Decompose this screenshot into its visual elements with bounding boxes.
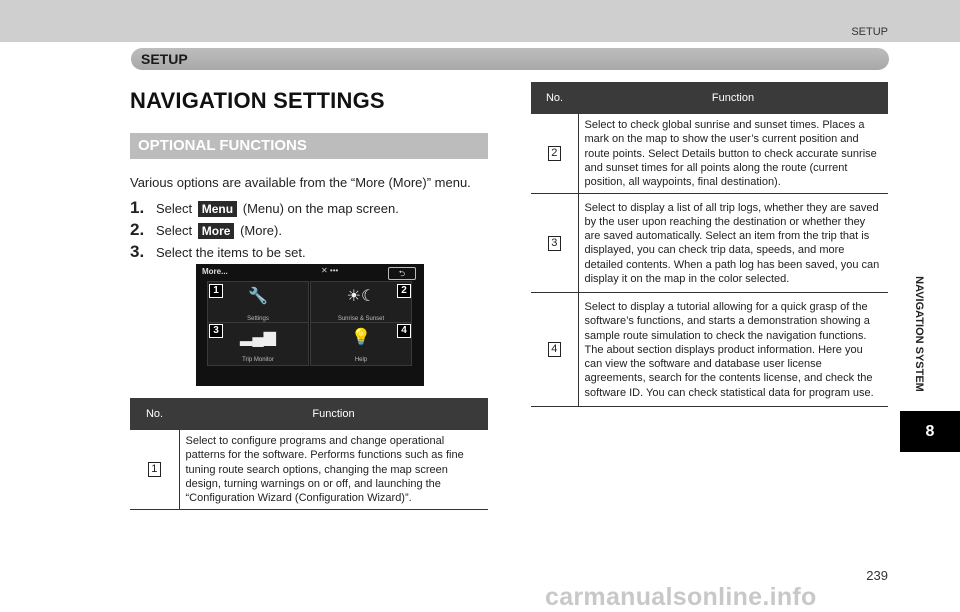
subsection-title: OPTIONAL FUNCTIONS xyxy=(138,137,307,154)
function-text: Select to display a list of all trip logs, whether they are saved by the user upon reaching the destination or whether they are saved automatically. Select an item from the trip that is displayed, you can check trip data, speeds, and more detailed contents. When a path log has been saved, you can display it on the map in the color selected. xyxy=(578,194,888,293)
more-button-tag: More xyxy=(198,223,235,239)
menu-button-tag: Menu xyxy=(198,201,237,217)
step-number: 3. xyxy=(130,242,145,261)
step-3 xyxy=(130,242,306,262)
table-row xyxy=(531,293,888,407)
function-table-right xyxy=(531,82,888,407)
col-header-function: Function xyxy=(179,398,488,430)
back-icon: ⮌ xyxy=(388,267,416,280)
item-number: 4 xyxy=(548,342,561,357)
function-text: Select to check global sunrise and sunset times. Places a mark on the map to show the user’s current position and route points. Select Details button to check accurate sunrise and sunset times for all points along the route (current position, all waypoints, final destination). xyxy=(578,114,888,194)
table-row xyxy=(130,430,488,510)
status-icons: ✕ ••• xyxy=(321,266,339,275)
step-text: Select xyxy=(156,223,193,238)
sun-moon-icon: ☀☾ xyxy=(346,288,376,305)
more-menu-screenshot xyxy=(196,264,424,386)
item-number: 1 xyxy=(148,462,161,477)
step-number: 1. xyxy=(130,198,145,217)
section-bar xyxy=(131,48,889,70)
watermark: carmanualsonline.info xyxy=(545,583,817,611)
step-2 xyxy=(130,220,282,240)
screen-title: More... xyxy=(202,267,228,276)
section-bar-label: SETUP xyxy=(141,51,188,67)
function-text: Select to display a tutorial allowing for a quick grasp of the software’s functions, and starts a demonstration showing a sample route simulation to check the navigation functions. The about section displays product information. Here you can view the software and database user license agreements, search for the contents license, and check the software ID. You can check statistical data for program use. xyxy=(578,293,888,407)
col-header-no: No. xyxy=(531,82,578,114)
subsection-bar xyxy=(130,133,488,159)
step-number: 2. xyxy=(130,220,145,239)
function-table-left xyxy=(130,398,488,510)
step-text-after: (Menu) on the map screen. xyxy=(242,201,399,216)
table-row xyxy=(531,194,888,293)
side-chapter-text: NAVIGATION SYSTEM xyxy=(913,276,925,392)
tile-label: Help xyxy=(354,357,368,363)
lightbulb-icon: 💡 xyxy=(351,329,371,346)
item-number: 2 xyxy=(548,146,561,161)
callout-2: 2 xyxy=(397,284,411,298)
tile-label: Trip Monitor xyxy=(242,357,274,363)
top-band xyxy=(0,0,960,42)
item-number: 3 xyxy=(548,236,561,251)
running-header: SETUP xyxy=(851,26,888,38)
callout-3: 3 xyxy=(209,324,223,338)
intro-text: Various options are available from the “More (More)” menu. xyxy=(130,175,471,190)
bars-icon: ▂▄▆ xyxy=(240,329,276,346)
col-header-function: Function xyxy=(578,82,888,114)
wrench-icon: 🔧 xyxy=(248,288,268,305)
page-number: 239 xyxy=(866,568,888,583)
step-text: Select xyxy=(156,201,193,216)
function-text: Select to configure programs and change operational patterns for the software. Performs functions such as fine tuning route search options, changing the map screen design, turning warnings on or off, and launching the “Configuration Wizard (Configuration Wizard)”. xyxy=(179,430,488,510)
side-chapter-label xyxy=(904,262,925,412)
table-row xyxy=(531,114,888,194)
step-1 xyxy=(130,198,399,218)
col-header-no: No. xyxy=(130,398,179,430)
callout-4: 4 xyxy=(397,324,411,338)
step-text-after: (More). xyxy=(240,223,282,238)
tile-label: Sunrise & Sunset xyxy=(337,316,385,322)
tile-label: Settings xyxy=(247,316,269,322)
page-title: NAVIGATION SETTINGS xyxy=(130,88,385,113)
step-text: Select the items to be set. xyxy=(156,245,306,260)
callout-1: 1 xyxy=(209,284,223,298)
chapter-tab: 8 xyxy=(900,411,960,452)
